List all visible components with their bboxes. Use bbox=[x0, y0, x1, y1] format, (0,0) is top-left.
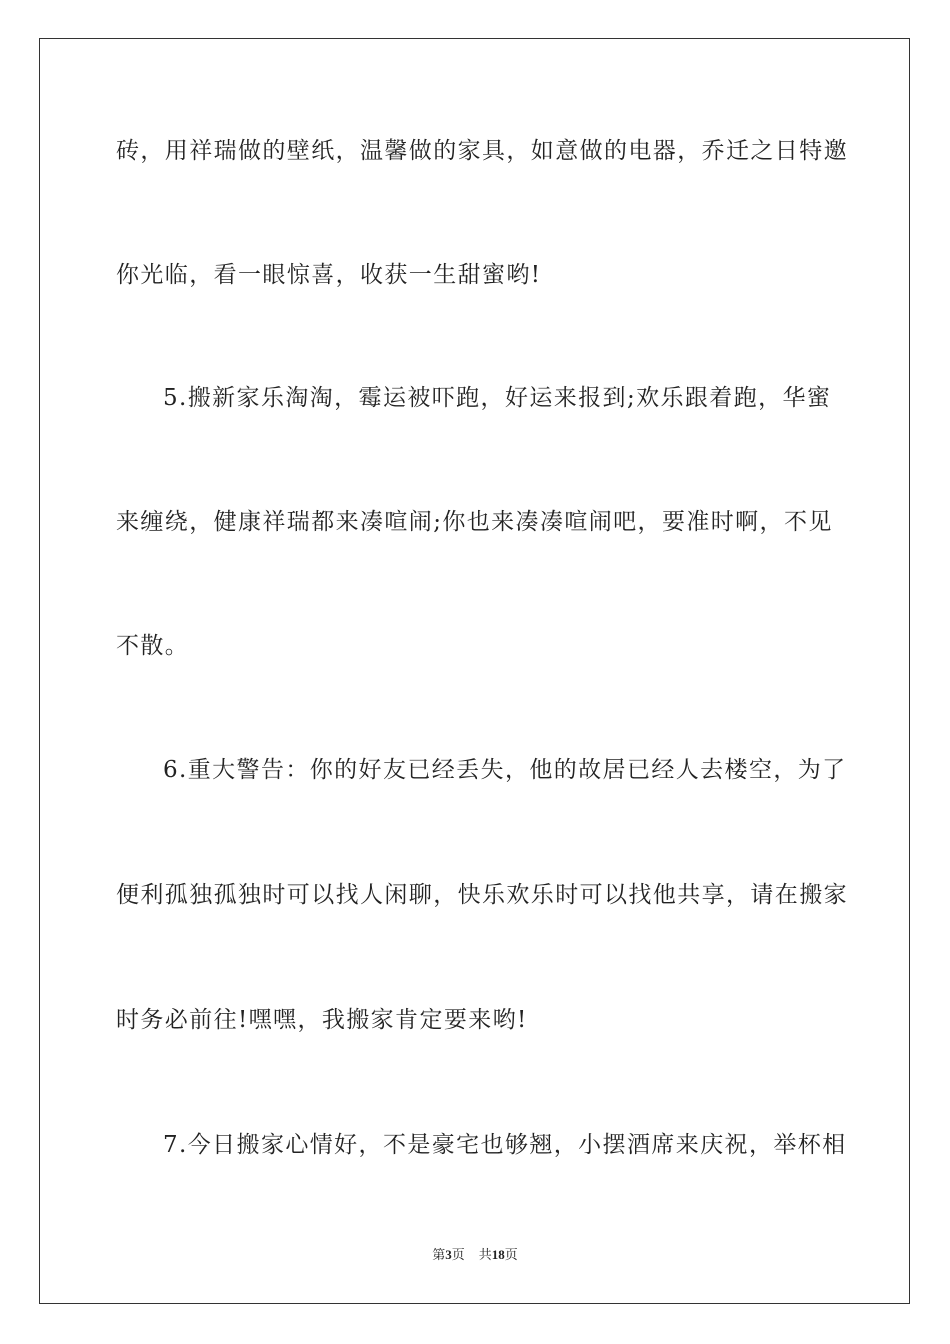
page-suffix: 页 bbox=[451, 1247, 465, 1262]
total-suffix: 页 bbox=[504, 1247, 518, 1262]
page-frame bbox=[39, 38, 910, 1304]
body-text-line: 7.今日搬家心情好，不是豪宅也够翘，小摆酒席来庆祝，举杯相 bbox=[163, 1132, 847, 1158]
total-prefix: 共 bbox=[478, 1247, 492, 1262]
body-text-line: 你光临，看一眼惊喜，收获一生甜蜜哟! bbox=[116, 262, 542, 288]
body-text-line: 来缠绕，健康祥瑞都来凑喧闹;你也来凑凑喧闹吧，要准时啊，不见 bbox=[116, 509, 833, 535]
page-footer bbox=[0, 1246, 950, 1264]
body-text-line: 6.重大警告：你的好友已经丢失，他的故居已经人去楼空，为了 bbox=[163, 757, 847, 783]
body-text-line: 不散。 bbox=[116, 633, 190, 659]
body-text-line: 5.搬新家乐淘淘，霉运被吓跑，好运来报到;欢乐跟着跑，华蜜 bbox=[163, 385, 832, 411]
page-number: 3 bbox=[445, 1247, 452, 1262]
body-text-line: 便利孤独孤独时可以找人闲聊，快乐欢乐时可以找他共享，请在搬家 bbox=[116, 882, 848, 908]
body-text-line: 时务必前往!嘿嘿，我搬家肯定要来哟! bbox=[116, 1007, 528, 1033]
page-prefix: 第 bbox=[432, 1247, 446, 1262]
body-text-line: 砖，用祥瑞做的壁纸，温馨做的家具，如意做的电器，乔迁之日特邀 bbox=[116, 138, 848, 164]
total-pages: 18 bbox=[491, 1247, 505, 1262]
